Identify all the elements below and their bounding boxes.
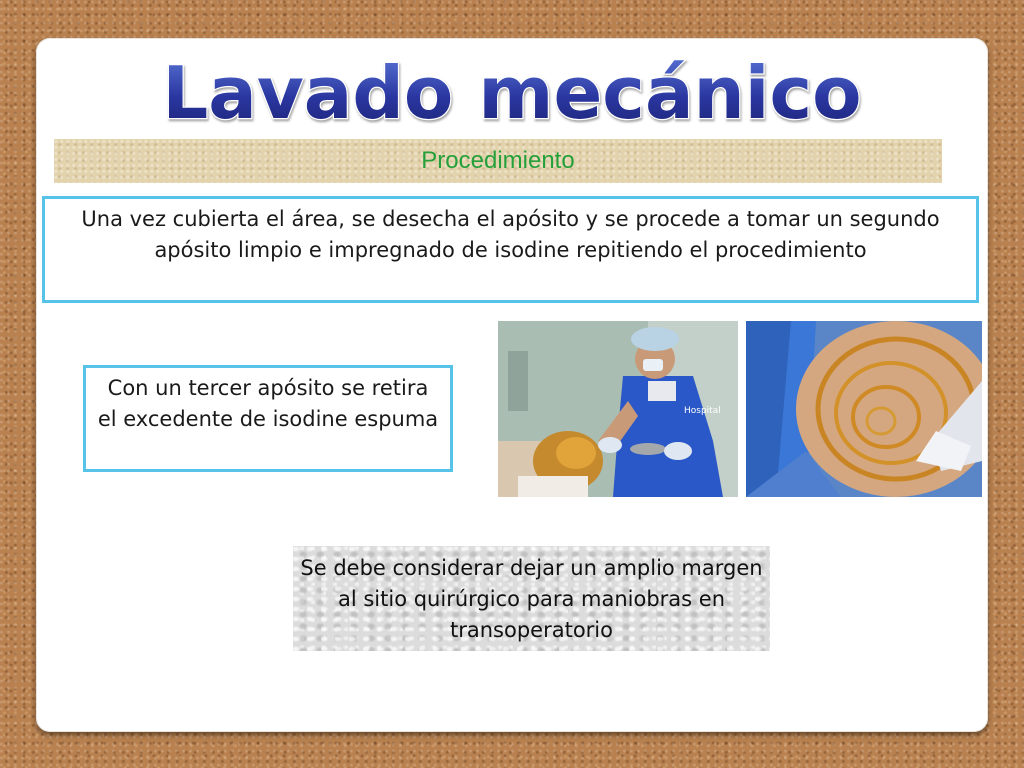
slide-title [60, 36, 964, 136]
surgeon-photo [498, 321, 738, 497]
third-dressing-box: Con un tercer apósito se retira el excedente de isodine espuma [83, 365, 453, 472]
slide-title-text: Lavado mecánico [162, 51, 862, 135]
procedure-step-box: Una vez cubierta el área, se desecha el apósito y se procede a tomar un segundo apósito limpio e impregnado de isodine repitiendo el procedimiento [42, 196, 979, 303]
section-banner: Procedimiento [54, 139, 942, 183]
scrub-badge-text: Hospital [684, 406, 721, 416]
scrubbed-skin-photo [746, 321, 982, 497]
surgeon-photo-art [498, 321, 738, 497]
margin-note: Se debe considerar dejar un amplio margen al sitio quirúrgico para maniobras en transoperatorio [293, 546, 770, 651]
slide-title-art [60, 36, 964, 136]
scrubbed-skin-photo-art [746, 321, 982, 497]
